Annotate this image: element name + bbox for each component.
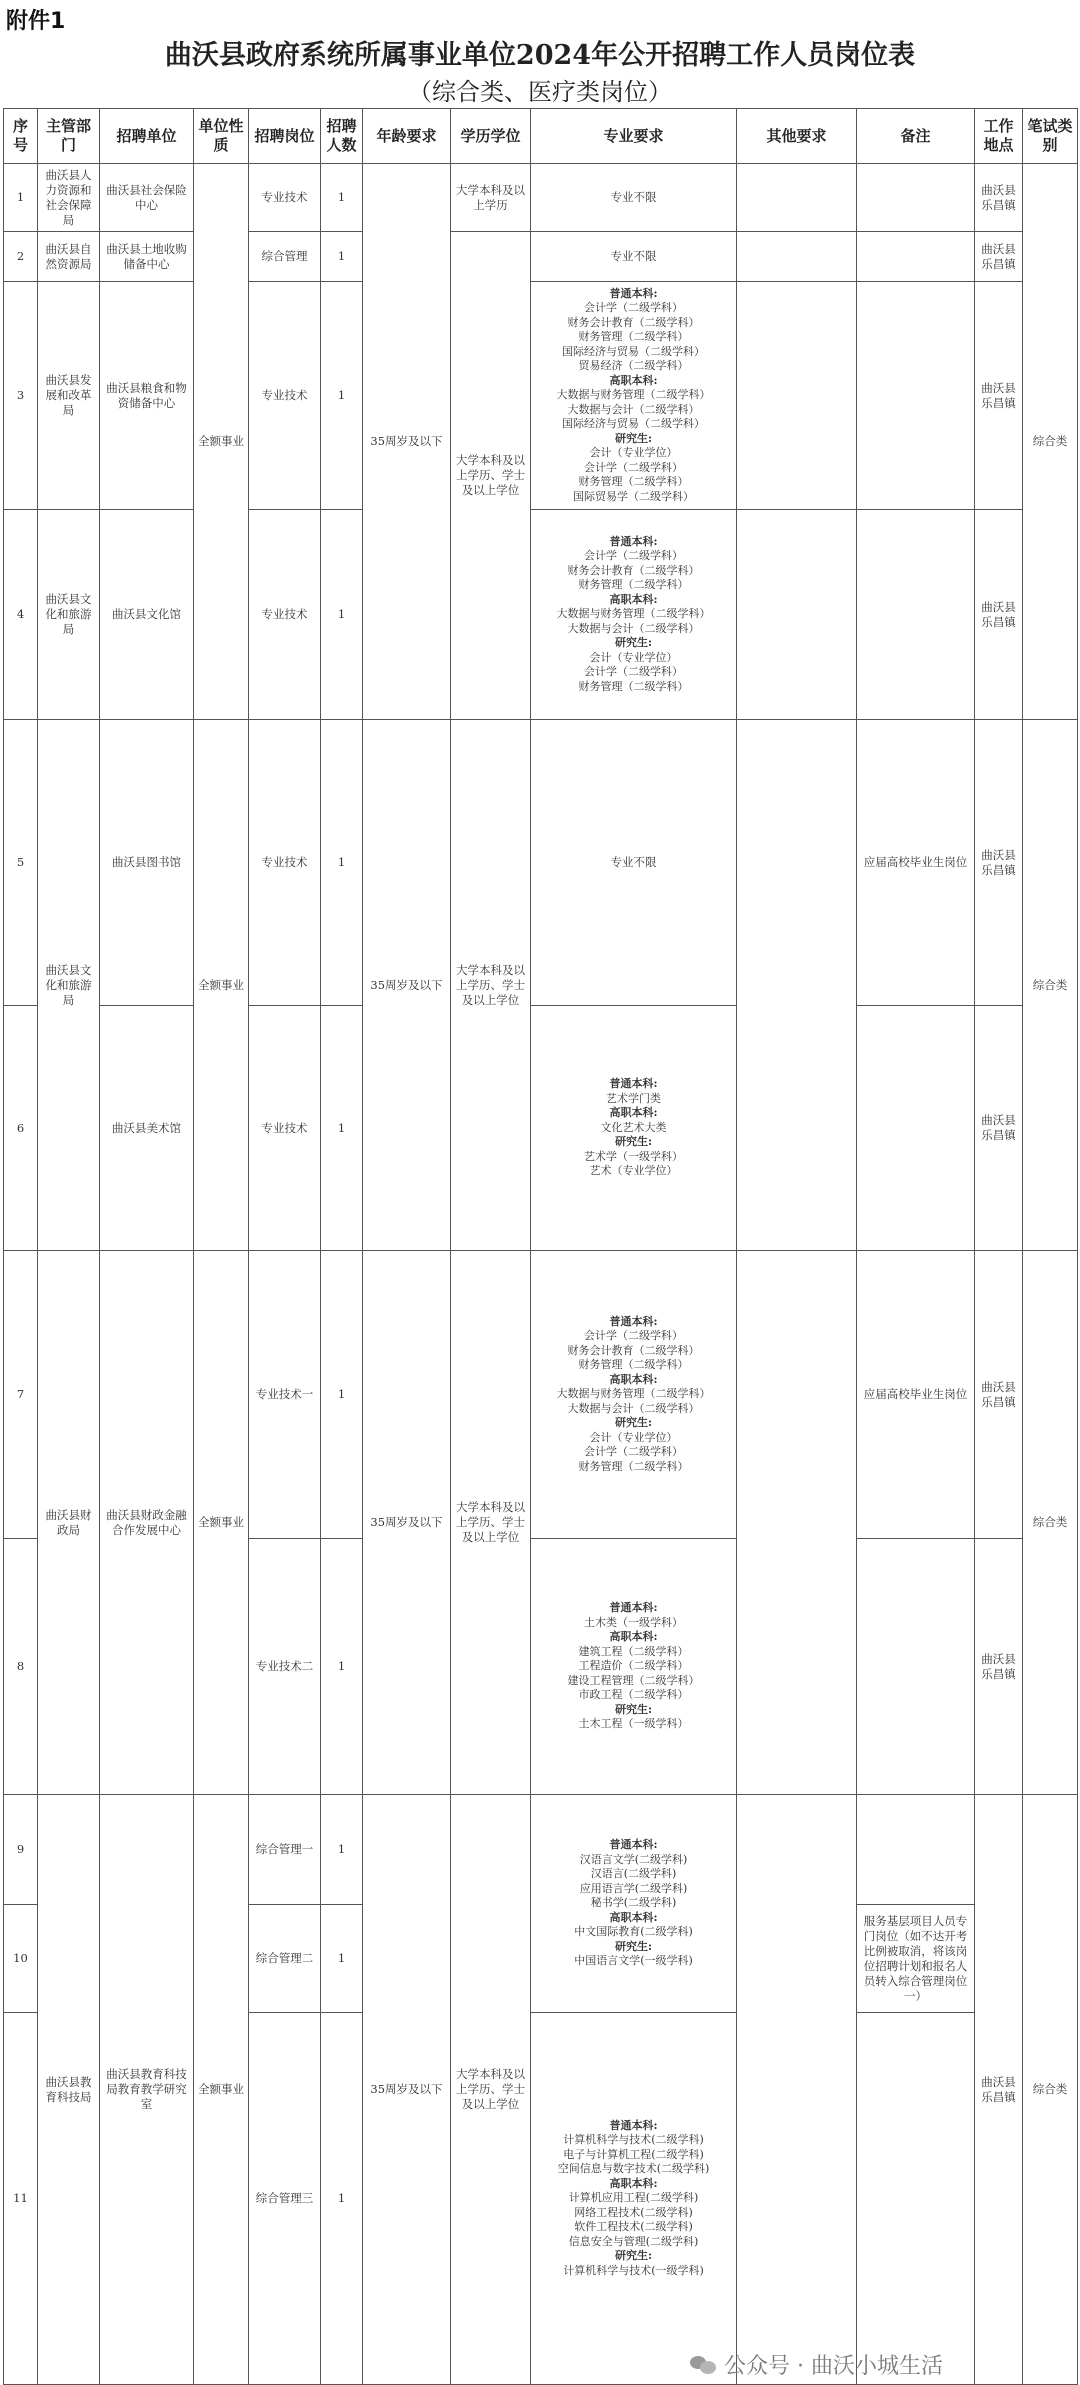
major-line: 大数据与会计（二级学科） [567, 402, 700, 416]
dept-cell: 曲沃县自然资源局 [38, 232, 100, 282]
major-line: 大数据与会计（二级学科） [567, 1401, 700, 1415]
major-line: 电子与计算机工程(二级学科) [563, 2147, 704, 2161]
major-line: 软件工程技术(二级学科) [574, 2220, 693, 2234]
remark-cell [857, 1795, 975, 1905]
unit-cell: 曲沃县土地收购储备中心 [100, 232, 194, 282]
major-line: 财务管理（二级学科） [578, 1459, 689, 1473]
major-list [534, 1601, 733, 1732]
exam-cell: 综合类 [1023, 1251, 1078, 1795]
count-cell: 1 [321, 232, 363, 282]
major-line: 建设工程管理（二级学科） [567, 1673, 700, 1687]
header-count: 招聘人数 [321, 109, 363, 164]
remark-cell [857, 1539, 975, 1795]
location-cell: 曲沃县乐昌镇 [975, 232, 1023, 282]
header-other: 其他要求 [737, 109, 857, 164]
major-list [534, 1315, 733, 1475]
major-cell [531, 1795, 737, 2013]
major-line: 大数据与财务管理（二级学科） [556, 388, 711, 402]
count-cell: 1 [321, 282, 363, 510]
major-line: 研究生: [614, 1135, 653, 1149]
nature-cell: 全额事业 [194, 164, 249, 720]
major-line: 财务会计教育（二级学科） [567, 563, 700, 577]
edu-cell: 大学本科及以上学历、学士及以上学位 [451, 232, 531, 720]
count-cell: 1 [321, 1539, 363, 1795]
post-cell: 专业技术 [249, 282, 321, 510]
header-post: 招聘岗位 [249, 109, 321, 164]
header-remark: 备注 [857, 109, 975, 164]
exam-cell: 综合类 [1023, 164, 1078, 720]
table-row [4, 282, 1078, 510]
exam-cell: 综合类 [1023, 720, 1078, 1251]
major-line: 研究生: [614, 1939, 653, 1953]
seq-cell: 7 [4, 1251, 38, 1539]
recruitment-table [3, 108, 1078, 2385]
page-subtitle: （综合类、医疗类岗位） [408, 78, 672, 106]
count-cell: 1 [321, 1006, 363, 1251]
other-cell [737, 232, 857, 282]
edu-cell: 大学本科及以上学历、学士及以上学位 [451, 1251, 531, 1795]
major-line: 大数据与会计（二级学科） [567, 621, 700, 635]
major-line: 国际经济与贸易（二级学科） [562, 344, 705, 358]
seq-cell: 10 [4, 1905, 38, 2013]
major-line: 高职本科: [609, 2176, 658, 2190]
seq-cell: 1 [4, 164, 38, 232]
major-line: 贸易经济（二级学科） [578, 359, 689, 373]
dept-cell: 曲沃县财政局 [38, 1251, 100, 1795]
major-line: 会计学（二级学科） [584, 301, 683, 315]
major-line: 高职本科: [609, 1630, 658, 1644]
major-line: 研究生: [614, 431, 653, 445]
location-cell: 曲沃县乐昌镇 [975, 1795, 1023, 2385]
count-cell: 1 [321, 1795, 363, 1905]
post-cell: 综合管理二 [249, 1905, 321, 2013]
exam-cell: 综合类 [1023, 1795, 1078, 2385]
dept-cell: 曲沃县文化和旅游局 [38, 720, 100, 1251]
post-cell: 综合管理 [249, 232, 321, 282]
table-row [4, 232, 1078, 282]
page-title: 曲沃县政府系统所属事业单位2024年公开招聘工作人员岗位表 [164, 40, 916, 71]
other-cell [737, 1795, 857, 2385]
remark-cell: 应届高校毕业生岗位 [857, 1251, 975, 1539]
major-line: 普通本科: [609, 286, 658, 300]
major-line: 财务管理（二级学科） [578, 578, 689, 592]
major-line: 会计（专业学位） [589, 1430, 678, 1444]
major-cell [531, 510, 737, 720]
major-line: 国际经济与贸易（二级学科） [562, 417, 705, 431]
unit-cell: 曲沃县图书馆 [100, 720, 194, 1006]
dept-cell: 曲沃县人力资源和社会保障局 [38, 164, 100, 232]
seq-cell: 9 [4, 1795, 38, 1905]
table-row [4, 510, 1078, 720]
seq-cell: 11 [4, 2013, 38, 2385]
edu-cell: 大学本科及以上学历、学士及以上学位 [451, 1795, 531, 2385]
major-line: 普通本科: [609, 2118, 658, 2132]
major-line: 国际贸易学（二级学科） [573, 489, 694, 503]
major-line: 土木工程（一级学科） [578, 1717, 689, 1731]
major-line: 工程造价（二级学科） [578, 1659, 689, 1673]
unit-cell: 曲沃县美术馆 [100, 1006, 194, 1251]
dept-cell: 曲沃县教育科技局 [38, 1795, 100, 2385]
other-cell [737, 1251, 857, 1795]
header-edu: 学历学位 [451, 109, 531, 164]
seq-cell: 8 [4, 1539, 38, 1795]
count-cell: 1 [321, 164, 363, 232]
age-cell: 35周岁及以下 [363, 1251, 451, 1795]
nature-cell: 全额事业 [194, 1251, 249, 1795]
major-line: 会计学（二级学科） [584, 549, 683, 563]
major-line: 高职本科: [609, 1106, 658, 1120]
major-line: 艺术学门类 [606, 1091, 661, 1105]
table-row [4, 1006, 1078, 1251]
header-dept: 主管部门 [38, 109, 100, 164]
unit-cell: 曲沃县粮食和物资储备中心 [100, 282, 194, 510]
major-line: 信息安全与管理(二级学科) [568, 2234, 699, 2248]
major-line: 计算机应用工程(二级学科) [568, 2191, 699, 2205]
major-line: 财务管理（二级学科） [578, 330, 689, 344]
major-line: 会计（专业学位） [589, 650, 678, 664]
age-cell: 35周岁及以下 [363, 164, 451, 720]
seq-cell: 3 [4, 282, 38, 510]
major-cell [531, 1539, 737, 1795]
count-cell: 1 [321, 2013, 363, 2385]
unit-cell: 曲沃县财政金融合作发展中心 [100, 1251, 194, 1795]
major-line: 研究生: [614, 2249, 653, 2263]
major-line: 空间信息与数字技术(二级学科) [557, 2162, 710, 2176]
major-line: 中国语言文学(一级学科) [574, 1954, 693, 1968]
location-cell: 曲沃县乐昌镇 [975, 164, 1023, 232]
remark-cell: 应届高校毕业生岗位 [857, 720, 975, 1006]
other-cell [737, 510, 857, 720]
header-seq: 序号 [4, 109, 38, 164]
nature-cell: 全额事业 [194, 720, 249, 1251]
seq-cell: 5 [4, 720, 38, 1006]
location-cell: 曲沃县乐昌镇 [975, 1251, 1023, 1539]
major-line: 应用语言学(二级学科) [579, 1881, 688, 1895]
nature-cell: 全额事业 [194, 1795, 249, 2385]
table-header-row [4, 109, 1078, 164]
major-line: 建筑工程（二级学科） [578, 1644, 689, 1658]
major-cell: 专业不限 [531, 164, 737, 232]
post-cell: 专业技术二 [249, 1539, 321, 1795]
post-cell: 专业技术 [249, 510, 321, 720]
major-line: 普通本科: [609, 534, 658, 548]
unit-cell: 曲沃县文化馆 [100, 510, 194, 720]
major-line: 普通本科: [609, 1838, 658, 1852]
count-cell: 1 [321, 510, 363, 720]
major-line: 文化艺术大类 [600, 1120, 667, 1134]
major-list [534, 1838, 733, 1969]
major-line: 秘书学(二级学科) [590, 1896, 677, 1910]
major-list [534, 2119, 733, 2279]
major-line: 财务会计教育（二级学科） [567, 315, 700, 329]
major-line: 财务会计教育（二级学科） [567, 1343, 700, 1357]
remark-cell [857, 1006, 975, 1251]
major-line: 普通本科: [609, 1077, 658, 1091]
seq-cell: 2 [4, 232, 38, 282]
post-cell: 综合管理三 [249, 2013, 321, 2385]
major-line: 财务管理（二级学科） [578, 475, 689, 489]
unit-cell: 曲沃县教育科技局教育教学研究室 [100, 1795, 194, 2385]
major-line: 大数据与财务管理（二级学科） [556, 1387, 711, 1401]
remark-cell [857, 282, 975, 510]
major-line: 研究生: [614, 1702, 653, 1716]
remark-cell [857, 232, 975, 282]
dept-cell: 曲沃县发展和改革局 [38, 282, 100, 510]
age-cell: 35周岁及以下 [363, 1795, 451, 2385]
major-list [534, 1077, 733, 1179]
header-exam: 笔试类别 [1023, 109, 1078, 164]
major-cell [531, 282, 737, 510]
header-nature: 单位性质 [194, 109, 249, 164]
major-line: 会计学（二级学科） [584, 460, 683, 474]
count-cell: 1 [321, 1251, 363, 1539]
location-cell: 曲沃县乐昌镇 [975, 282, 1023, 510]
major-line: 研究生: [614, 1416, 653, 1430]
age-cell: 35周岁及以下 [363, 720, 451, 1251]
major-line: 研究生: [614, 636, 653, 650]
major-line: 艺术（专业学位） [589, 1164, 678, 1178]
major-line: 土木类（一级学科） [584, 1615, 683, 1629]
remark-cell [857, 510, 975, 720]
wechat-icon [690, 2354, 718, 2374]
post-cell: 综合管理一 [249, 1795, 321, 1905]
header-location: 工作地点 [975, 109, 1023, 164]
major-list [534, 287, 733, 505]
location-cell: 曲沃县乐昌镇 [975, 510, 1023, 720]
major-line: 会计学（二级学科） [584, 1445, 683, 1459]
major-line: 网络工程技术(二级学科) [574, 2205, 693, 2219]
major-line: 市政工程（二级学科） [578, 1688, 689, 1702]
post-cell: 专业技术一 [249, 1251, 321, 1539]
table-row [4, 1795, 1078, 1905]
edu-cell: 大学本科及以上学历 [451, 164, 531, 232]
major-line: 艺术学（一级学科） [584, 1149, 683, 1163]
major-line: 高职本科: [609, 1372, 658, 1386]
edu-cell: 大学本科及以上学历、学士及以上学位 [451, 720, 531, 1251]
major-line: 普通本科: [609, 1601, 658, 1615]
major-cell [531, 1006, 737, 1251]
dept-cell: 曲沃县文化和旅游局 [38, 510, 100, 720]
major-list [534, 535, 733, 695]
major-cell: 专业不限 [531, 720, 737, 1006]
attachment-label: 附件1 [6, 9, 66, 34]
post-cell: 专业技术 [249, 164, 321, 232]
post-cell: 专业技术 [249, 720, 321, 1006]
unit-cell: 曲沃县社会保险中心 [100, 164, 194, 232]
count-cell: 1 [321, 1905, 363, 2013]
other-cell [737, 282, 857, 510]
major-line: 中文国际教育(二级学科) [574, 1925, 693, 1939]
header-age: 年龄要求 [363, 109, 451, 164]
header-unit: 招聘单位 [100, 109, 194, 164]
major-line: 会计学（二级学科） [584, 1329, 683, 1343]
major-cell [531, 2013, 737, 2385]
watermark-text: 公众号 · 曲沃小城生活 [724, 2353, 943, 2379]
remark-cell: 服务基层项目人员专门岗位（如不达开考比例被取消，将该岗位招聘计划和报名人员转入综合管理岗位一） [857, 1905, 975, 2013]
location-cell: 曲沃县乐昌镇 [975, 720, 1023, 1006]
seq-cell: 4 [4, 510, 38, 720]
other-cell [737, 164, 857, 232]
seq-cell: 6 [4, 1006, 38, 1251]
post-cell: 专业技术 [249, 1006, 321, 1251]
major-line: 财务管理（二级学科） [578, 679, 689, 693]
table-row [4, 1251, 1078, 1539]
major-line: 会计学（二级学科） [584, 665, 683, 679]
remark-cell [857, 2013, 975, 2385]
table-row [4, 720, 1078, 1006]
major-line: 高职本科: [609, 1910, 658, 1924]
major-line: 计算机科学与技术(二级学科) [563, 2133, 704, 2147]
other-cell [737, 720, 857, 1251]
major-line: 大数据与财务管理（二级学科） [556, 607, 711, 621]
table-row [4, 164, 1078, 232]
location-cell: 曲沃县乐昌镇 [975, 1539, 1023, 1795]
major-line: 计算机科学与技术(一级学科) [563, 2263, 704, 2277]
major-line: 高职本科: [609, 373, 658, 387]
count-cell: 1 [321, 720, 363, 1006]
major-cell: 专业不限 [531, 232, 737, 282]
major-line: 普通本科: [609, 1314, 658, 1328]
major-line: 汉语言文学(二级学科) [579, 1852, 688, 1866]
major-line: 财务管理（二级学科） [578, 1358, 689, 1372]
major-line: 会计（专业学位） [589, 446, 678, 460]
remark-cell [857, 164, 975, 232]
major-line: 汉语言(二级学科) [590, 1867, 677, 1881]
header-major: 专业要求 [531, 109, 737, 164]
watermark [690, 2349, 1070, 2379]
major-cell [531, 1251, 737, 1539]
major-line: 高职本科: [609, 592, 658, 606]
location-cell: 曲沃县乐昌镇 [975, 1006, 1023, 1251]
